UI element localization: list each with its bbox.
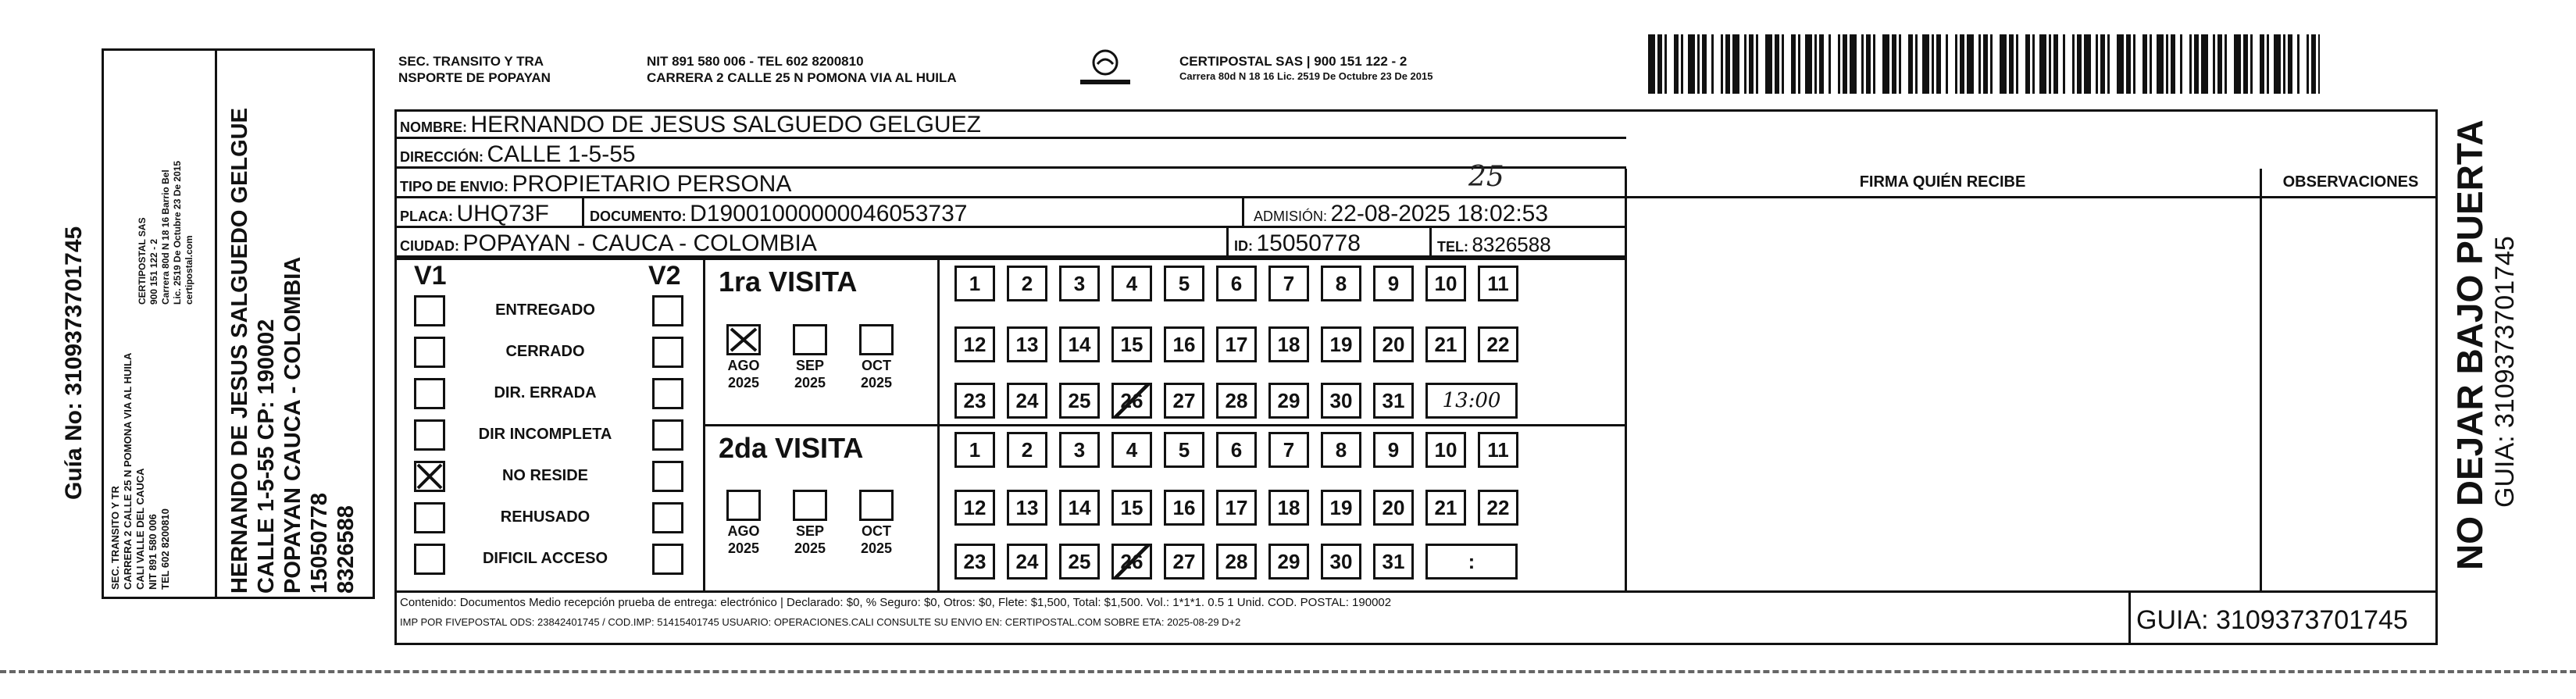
stub-recipient: HERNANDO DE JESUS SALGUEDO GELGUE CALLE 1-5-55 CP: 190002 POPAYAN CAUCA - COLOMBIA 15050778 8326588 [227,108,359,594]
month-year: 2025 [794,375,826,391]
visit2-month-checkbox-ago[interactable] [726,490,761,521]
barcode-bar [2126,34,2131,94]
visit2-day-6[interactable]: 6 [1216,432,1257,468]
barcode-bar [2243,34,2248,94]
month-name: SEP [795,358,825,373]
visit2-day-14[interactable]: 14 [1059,490,1100,526]
ciudad-row [400,230,817,257]
visit2-day-22[interactable]: 22 [1478,490,1518,526]
visit2-month-label [779,522,841,557]
visit1-day-1[interactable]: 1 [954,266,995,301]
visit1-day-2[interactable]: 2 [1007,266,1047,301]
visit1-day-6[interactable]: 6 [1216,266,1257,301]
barcode-bar [1850,34,1857,94]
v1-checkbox-entregado[interactable] [414,295,445,326]
v2-checkbox-dir-incompleta[interactable] [652,419,683,451]
barcode-bar [1798,34,1800,94]
visit1-day-5[interactable]: 5 [1164,266,1204,301]
check-mark-icon [416,463,443,490]
barcode-bar [1664,34,1667,94]
v1-checkbox-dir-errada[interactable] [414,378,445,409]
barcode-bar [2288,34,2292,94]
barcode-bar [2063,34,2065,94]
barcode-bar [1744,34,1746,94]
barcode-bar [2107,34,2110,94]
visit2-day-23[interactable]: 23 [954,544,995,580]
barcode-bar [2143,34,2147,94]
barcode-bar [2307,34,2309,94]
tel-row [1437,233,1551,257]
visit1-month-label [845,357,908,391]
barcode-bar [2283,34,2285,94]
barcode-bar [2150,34,2152,94]
barcode-bar [1990,34,1993,94]
barcode-bar [2025,34,2030,94]
barcode-bar [1892,34,1896,94]
visit1-day-9[interactable]: 9 [1373,266,1414,301]
barcode-bar [2171,34,2175,94]
visit2-day-25[interactable]: 25 [1059,544,1100,580]
divider [582,198,584,228]
visit2-title: 2da VISITA [719,432,864,464]
barcode-bar [1697,34,1700,94]
visit2-day-28[interactable]: 28 [1216,544,1257,580]
visit1-day-24[interactable]: 24 [1007,383,1047,419]
footer-content: Contenido: Documentos Medio recepción prueba de entrega: electrónico | Declarado: $0, % Seguro: $0, Otros: $0, Flete: $1,500, Total: $1,500. Vol.: 1*1*1. 0.5 1 Unid. COD. POSTAL: 190002 [400,596,1392,609]
visit2-day-26[interactable]: 26 [1111,544,1152,580]
visit2-day-21[interactable]: 21 [1425,490,1466,526]
month-name: OCT [862,358,891,373]
visit2-month-checkbox-oct[interactable] [859,490,894,521]
header-nit: NIT 891 580 006 - TEL 602 8200810 CARRERA 2 CALLE 25 N POMONA VIA AL HUILA [647,54,957,85]
month-year: 2025 [727,540,760,556]
barcode-bar [1749,34,1754,94]
divider [394,258,1626,260]
barcode-bar [1915,34,1918,94]
stub-sender: SEC. TRANSITO Y TR CARRERA 2 CALLE 25 N POMONA VIA AL HUILA CALI VALLE DEL CAUCA NIT 891 580 006 TEL 602 8200810 [109,352,171,590]
barcode-bar [1725,34,1730,94]
visit1-day-10[interactable]: 10 [1425,266,1466,301]
barcode-bar [1732,34,1739,94]
barcode-bar [1681,34,1683,94]
cut-line [0,670,2576,673]
visit1-day-31[interactable]: 31 [1373,383,1414,419]
visit2-day-9[interactable]: 9 [1373,432,1414,468]
barcode-bar [2217,34,2222,94]
v2-checkbox-dir-errada[interactable] [652,378,683,409]
visit1-day-29[interactable]: 29 [1268,383,1309,419]
visit1-day-13[interactable]: 13 [1007,326,1047,362]
v2-checkbox-no-reside[interactable] [652,461,683,492]
barcode-bar [1648,34,1655,94]
barcode-bar [2234,34,2241,94]
header-courier: CERTIPOSTAL SAS | 900 151 122 - 2 Carrera 80d N 18 16 Lic. 2519 De Octubre 23 De 2015 [1179,54,1433,82]
barcode-bar [2166,34,2168,94]
v2-checkbox-entregado[interactable] [652,295,683,326]
barcode-bar [1688,34,1695,94]
documento-row [590,201,967,227]
courier-logo [1074,45,1136,92]
visit2-day-29[interactable]: 29 [1268,544,1309,580]
visit2-day-2[interactable]: 2 [1007,432,1047,468]
visit1-day-20[interactable]: 20 [1373,326,1414,362]
nombre-value: HERNANDO DE JESUS SALGUEDO GELGUEZ [470,112,981,137]
month-year: 2025 [860,375,893,391]
barcode-bar [1805,34,1812,94]
barcode-bar [1861,34,1864,94]
stub-courier: CERTIPOSTAL SAS 900 151 122 - 2 Carrera 80d N 18 16 Barrio Bel Lic. 2519 De Octubre 23 De 2015 certipostal.com [137,160,194,305]
visit2-day-1[interactable]: 1 [954,432,995,468]
visit2-day-31[interactable]: 31 [1373,544,1414,580]
barcode-bar [2000,34,2007,94]
barcode-bar [2318,34,2320,94]
tel-value: 8326588 [1472,233,1551,256]
visit2-day-11[interactable]: 11 [1478,432,1518,468]
v1-header: V1 [414,261,447,291]
admision-value: 22-08-2025 18:02:53 [1330,201,1549,226]
barcode-bar [2053,34,2058,94]
visit2-day-10[interactable]: 10 [1425,432,1466,468]
barcode-bar [2194,34,2199,94]
reason-label-cerrado: CERRADO [505,343,585,360]
barcode-bar [1765,34,1772,94]
v1-checkbox-dir-incompleta[interactable] [414,419,445,451]
barcode-bar [2267,34,2269,94]
nombre-label: NOMBRE: [400,119,467,135]
visit1-day-25[interactable]: 25 [1059,383,1100,419]
visit1-day-8[interactable]: 8 [1321,266,1361,301]
v2-checkbox-dificil-acceso[interactable] [652,544,683,575]
barcode-bar [1908,34,1913,94]
placa-value: UHQ73F [456,201,549,226]
visit1-day-21[interactable]: 21 [1425,326,1466,362]
reason-label-no-reside: NO RESIDE [501,467,589,484]
visit1-title: 1ra VISITA [719,266,858,298]
barcode-bar [2032,34,2035,94]
barcode-bar [1775,34,1779,94]
barcode-bar [1721,34,1723,94]
divider [703,424,1626,426]
barcode-bar [2225,34,2227,94]
admision-row [1254,201,1548,227]
v2-checkbox-rehusado[interactable] [652,502,683,533]
visit1-day-12[interactable]: 12 [954,326,995,362]
v1-checkbox-cerrado[interactable] [414,337,445,368]
v1-checkbox-no-reside[interactable] [414,461,445,492]
direccion-label: DIRECCIÓN: [400,149,483,165]
barcode-bar [2096,34,2098,94]
barcode-bar [2084,34,2091,94]
barcode-bar [2072,34,2075,94]
barcode-bar [2297,34,2299,94]
id-value: 15050778 [1256,230,1361,256]
stub-divider [215,48,217,599]
placa-row [400,201,549,227]
visit2-month-label [845,522,908,557]
v2-header: V2 [648,261,681,291]
barcode-bar [1838,34,1840,94]
divider [1226,228,1229,258]
reason-label-rehusado: REHUSADO [500,508,590,526]
ciudad-label: CIUDAD: [400,238,459,254]
handwritten-note: 25 [1468,161,1504,193]
visit1-day-22[interactable]: 22 [1478,326,1518,362]
barcode-bar [1819,34,1824,94]
barcode-bar [2117,34,2124,94]
visit2-day-8[interactable]: 8 [1321,432,1361,468]
v1-checkbox-dificil-acceso[interactable] [414,544,445,575]
tel-label: TEL: [1437,239,1468,255]
barcode-bar [2260,34,2264,94]
month-name: OCT [862,523,891,539]
visit1-day-30[interactable]: 30 [1321,383,1361,419]
visit2-day-12[interactable]: 12 [954,490,995,526]
barcode-bar [2016,34,2018,94]
barcode-bar [2274,34,2281,94]
visit2-day-30[interactable]: 30 [1321,544,1361,580]
barcode-bar [2133,34,2135,94]
id-row [1234,230,1361,257]
reason-label-dificil-acceso: DIFICIL ACCESO [482,550,608,567]
firma-header: FIRMA QUIÉN RECIBE [1859,173,2026,191]
visit2-day-17[interactable]: 17 [1216,490,1257,526]
barcode-bar [2049,34,2051,94]
divider [1429,228,1432,258]
visit1-day-15[interactable]: 15 [1111,326,1152,362]
v2-checkbox-cerrado[interactable] [652,337,683,368]
month-year: 2025 [860,540,893,556]
visit1-month-checkbox-oct[interactable] [859,324,894,355]
month-year: 2025 [727,375,760,391]
barcode-bar [1711,34,1714,94]
visit2-month-label [712,522,775,557]
barcode-bar [1873,34,1875,94]
footer-guia: GUIA: 3109373701745 [2136,605,2408,635]
placa-label: PLACA: [400,209,453,224]
visit2-day-7[interactable]: 7 [1268,432,1309,468]
visit2-day-3[interactable]: 3 [1059,432,1100,468]
visit1-day-23[interactable]: 23 [954,383,995,419]
barcode-bar [2201,34,2208,94]
visit2-day-4[interactable]: 4 [1111,432,1152,468]
barcode-bar [1936,34,1941,94]
barcode-bar [1899,34,1901,94]
barcode-bar [1814,34,1817,94]
barcode-bar [1978,34,1981,94]
visit1-day-11[interactable]: 11 [1478,266,1518,301]
visit1-day-19[interactable]: 19 [1321,326,1361,362]
barcode-bar [2180,34,2182,94]
barcode-bar [1702,34,1707,94]
visit2-day-13[interactable]: 13 [1007,490,1047,526]
admision-label: ADMISIÓN: [1254,209,1328,224]
visit1-day-27[interactable]: 27 [1164,383,1204,419]
barcode-bar [1829,34,1831,94]
v1-checkbox-rehusado[interactable] [414,502,445,533]
visit1-month-checkbox-ago[interactable] [726,324,761,355]
reason-label-entregado: ENTREGADO [495,301,595,319]
observaciones-header: OBSERVACIONES [2282,173,2419,191]
documento-label: DOCUMENTO: [590,209,687,224]
form-right-divider [1625,169,1627,590]
barcode-bar [2213,34,2215,94]
barcode-bar [1782,34,1784,94]
direccion-value: CALLE 1-5-55 [487,141,636,167]
visit1-month-label [779,357,841,391]
tipo-value: PROPIETARIO PERSONA [512,171,792,197]
visit2-day-24[interactable]: 24 [1007,544,1047,580]
tipo-row [400,171,791,198]
barcode-bar [2077,34,2082,94]
visit1-day-3[interactable]: 3 [1059,266,1100,301]
tipo-label: TIPO DE ENVIO: [400,179,509,194]
no-dejar-label: NO DEJAR BAJO PUERTA [2449,119,2490,570]
check-mark-icon [729,326,758,353]
month-name: AGO [727,523,760,539]
barcode-bar [1960,34,1964,94]
barcode-bar [2157,34,2164,94]
visit2-day-20[interactable]: 20 [1373,490,1414,526]
barcode-bar [1955,34,1957,94]
barcode-bar [1756,34,1758,94]
barcode-bar [2311,34,2316,94]
visit1-time-box[interactable]: 13:00 [1425,383,1518,419]
month-name: SEP [795,523,825,539]
guia-side: GUIA: 3109373701745 [2490,236,2520,508]
visit1-day-28[interactable]: 28 [1216,383,1257,419]
documento-value: D19001000000046053737 [690,201,968,226]
barcode-bar [1946,34,1948,94]
barcode-bar [1866,34,1871,94]
id-label: ID: [1234,238,1253,254]
visit1-month-label [712,357,775,391]
nombre-row [400,112,981,138]
visit1-month-checkbox-sep[interactable] [793,324,827,355]
barcode-bar [2189,34,2192,94]
visit1-day-14[interactable]: 14 [1059,326,1100,362]
visit2-month-checkbox-sep[interactable] [793,490,827,521]
visit1-day-26[interactable]: 26 [1111,383,1152,419]
visit2-day-15[interactable]: 15 [1111,490,1152,526]
barcode-bar [2250,34,2253,94]
visit2-day-16[interactable]: 16 [1164,490,1204,526]
barcode-bar [1791,34,1796,94]
visit2-day-19[interactable]: 19 [1321,490,1361,526]
barcode-bar [2100,34,2105,94]
barcode [1648,34,2320,94]
visit1-day-4[interactable]: 4 [1111,266,1152,301]
reason-label-dir-incompleta: DIR INCOMPLETA [478,426,612,443]
divider [1242,198,1244,228]
month-name: AGO [727,358,760,373]
visit1-day-18[interactable]: 18 [1268,326,1309,362]
visit1-day-16[interactable]: 16 [1164,326,1204,362]
visit1-day-7[interactable]: 7 [1268,266,1309,301]
visit1-day-17[interactable]: 17 [1216,326,1257,362]
barcode-bar [1922,34,1929,94]
barcode-bar [1967,34,1974,94]
barcode-bar [1843,34,1847,94]
visit2-time-box[interactable]: : [1425,544,1518,580]
guia-number-vertical: Guía No: 3109373701745 [61,226,87,500]
divider [2128,590,2131,645]
visit2-day-27[interactable]: 27 [1164,544,1204,580]
barcode-bar [1882,34,1889,94]
barcode-bar [1657,34,1662,94]
visit2-day-5[interactable]: 5 [1164,432,1204,468]
visit2-day-18[interactable]: 18 [1268,490,1309,526]
divider [2260,169,2262,590]
reason-label-dir-errada: DIR. ERRADA [494,384,597,401]
barcode-bar [2009,34,2014,94]
footer-imp: IMP POR FIVEPOSTAL ODS: 23842401745 / COD.IMP: 51415401745 USUARIO: OPERACIONES.CALI CONSULTE SU ENVIO EN: CERTIPOSTAL.COM SOBRE ETA: 2025-08-29 D+2 [400,616,1241,628]
barcode-bar [1983,34,1988,94]
ciudad-value: POPAYAN - CAUCA - COLOMBIA [462,230,817,256]
direccion-row [400,141,636,168]
barcode-bar [2039,34,2046,94]
header-sender: SEC. TRANSITO Y TRA NSPORTE DE POPAYAN [398,54,551,85]
barcode-bar [1932,34,1934,94]
divider [394,590,2438,593]
barcode-bar [1674,34,1679,94]
month-year: 2025 [794,540,826,556]
